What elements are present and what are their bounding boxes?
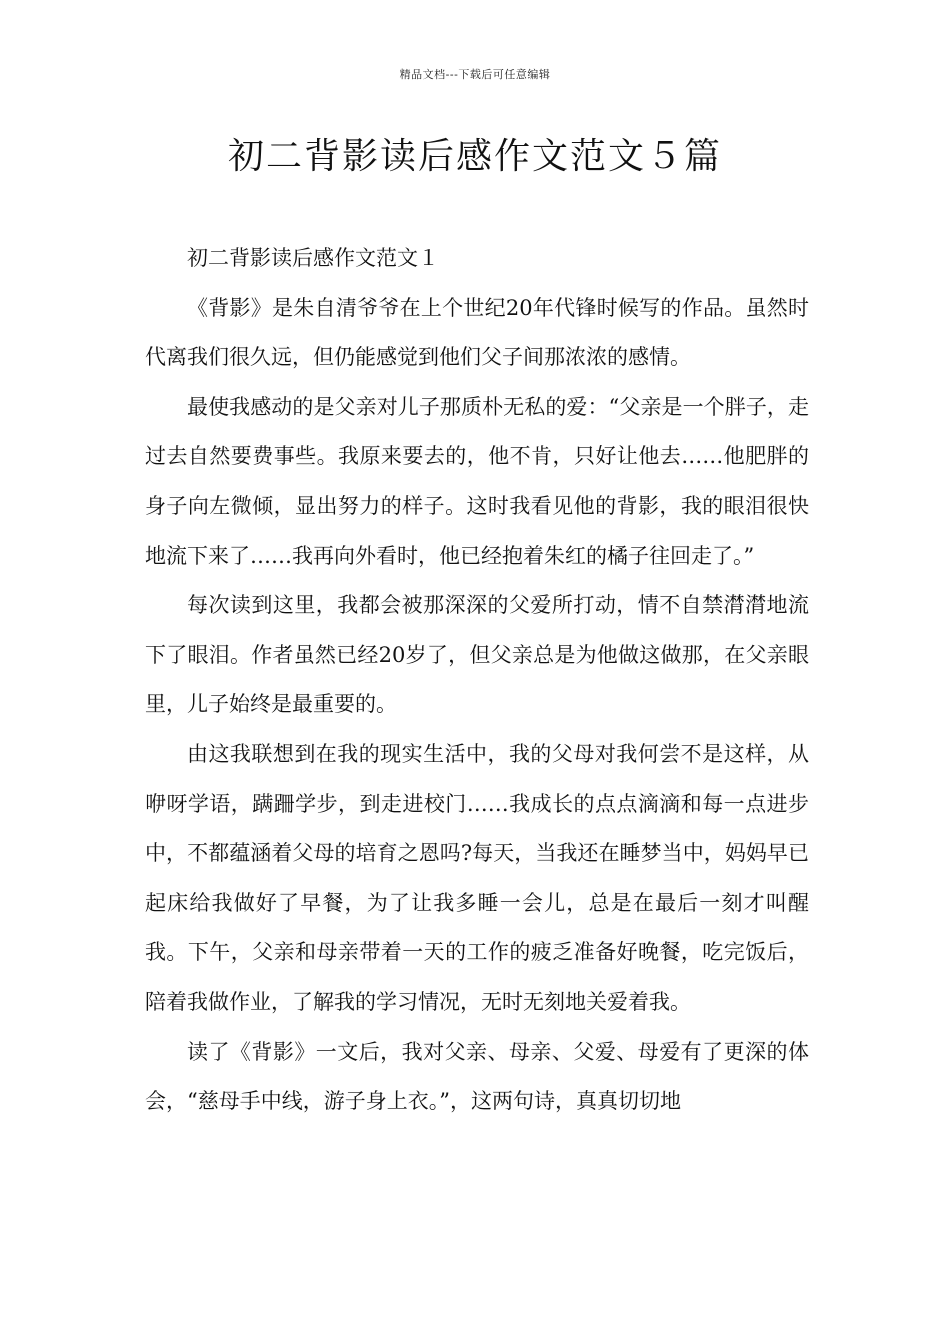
- header-note: 精品文档---下载后可任意编辑: [399, 68, 551, 81]
- document-title: 初二背影读后感作文范文５篇: [227, 136, 722, 177]
- section-heading: 初二背影读后感作文范文１: [187, 246, 439, 270]
- paragraph-5: 读了《背影》一文后，我对父亲、母亲、父爱、母爱有了更深的体会，“慈母手中线，游子身上衣。”，这两句诗，真真切切地: [145, 1039, 809, 1114]
- paragraph-4: 由这我联想到在我的现实生活中，我的父母对我何尝不是这样，从咿呀学语，蹒跚学步，到走进校门……我成长的点点滴滴和每一点进步中，不都蕴涵着父母的培育之恩吗?每天，当我还在睡梦当中，妈妈早已起床给我做好了早餐，为了让我多睡一会儿，总是在最后一刻才叫醒我。下午，父亲和母亲带着一天的工作的疲乏准备好晚餐，吃完饭后，陪着我做作业，了解我的学习情况，无时无刻地关爱着我。: [145, 741, 809, 1014]
- paragraph-2: 最使我感动的是父亲对儿子那质朴无私的爱：“父亲是一个胖子，走过去自然要费事些。我原来要去的，他不肯，只好让他去……他肥胖的身子向左微倾，显出努力的样子。这时我看见他的背影，我的眼泪很快地流下来了……我再向外看时，他已经抱着朱红的橘子往回走了。”: [145, 394, 809, 568]
- paragraph-1: 《背影》是朱自清爷爷在上个世纪20年代锋时候写的作品。虽然时代离我们很久远，但仍能感觉到他们父子间那浓浓的感情。: [145, 295, 809, 370]
- document-body: [145, 234, 809, 1127]
- paragraph-3: 每次读到这里，我都会被那深深的父爱所打动，情不自禁潸潸地流下了眼泪。作者虽然已经20岁了，但父亲总是为他做这做那，在父亲眼里，儿子始终是最重要的。: [145, 593, 809, 717]
